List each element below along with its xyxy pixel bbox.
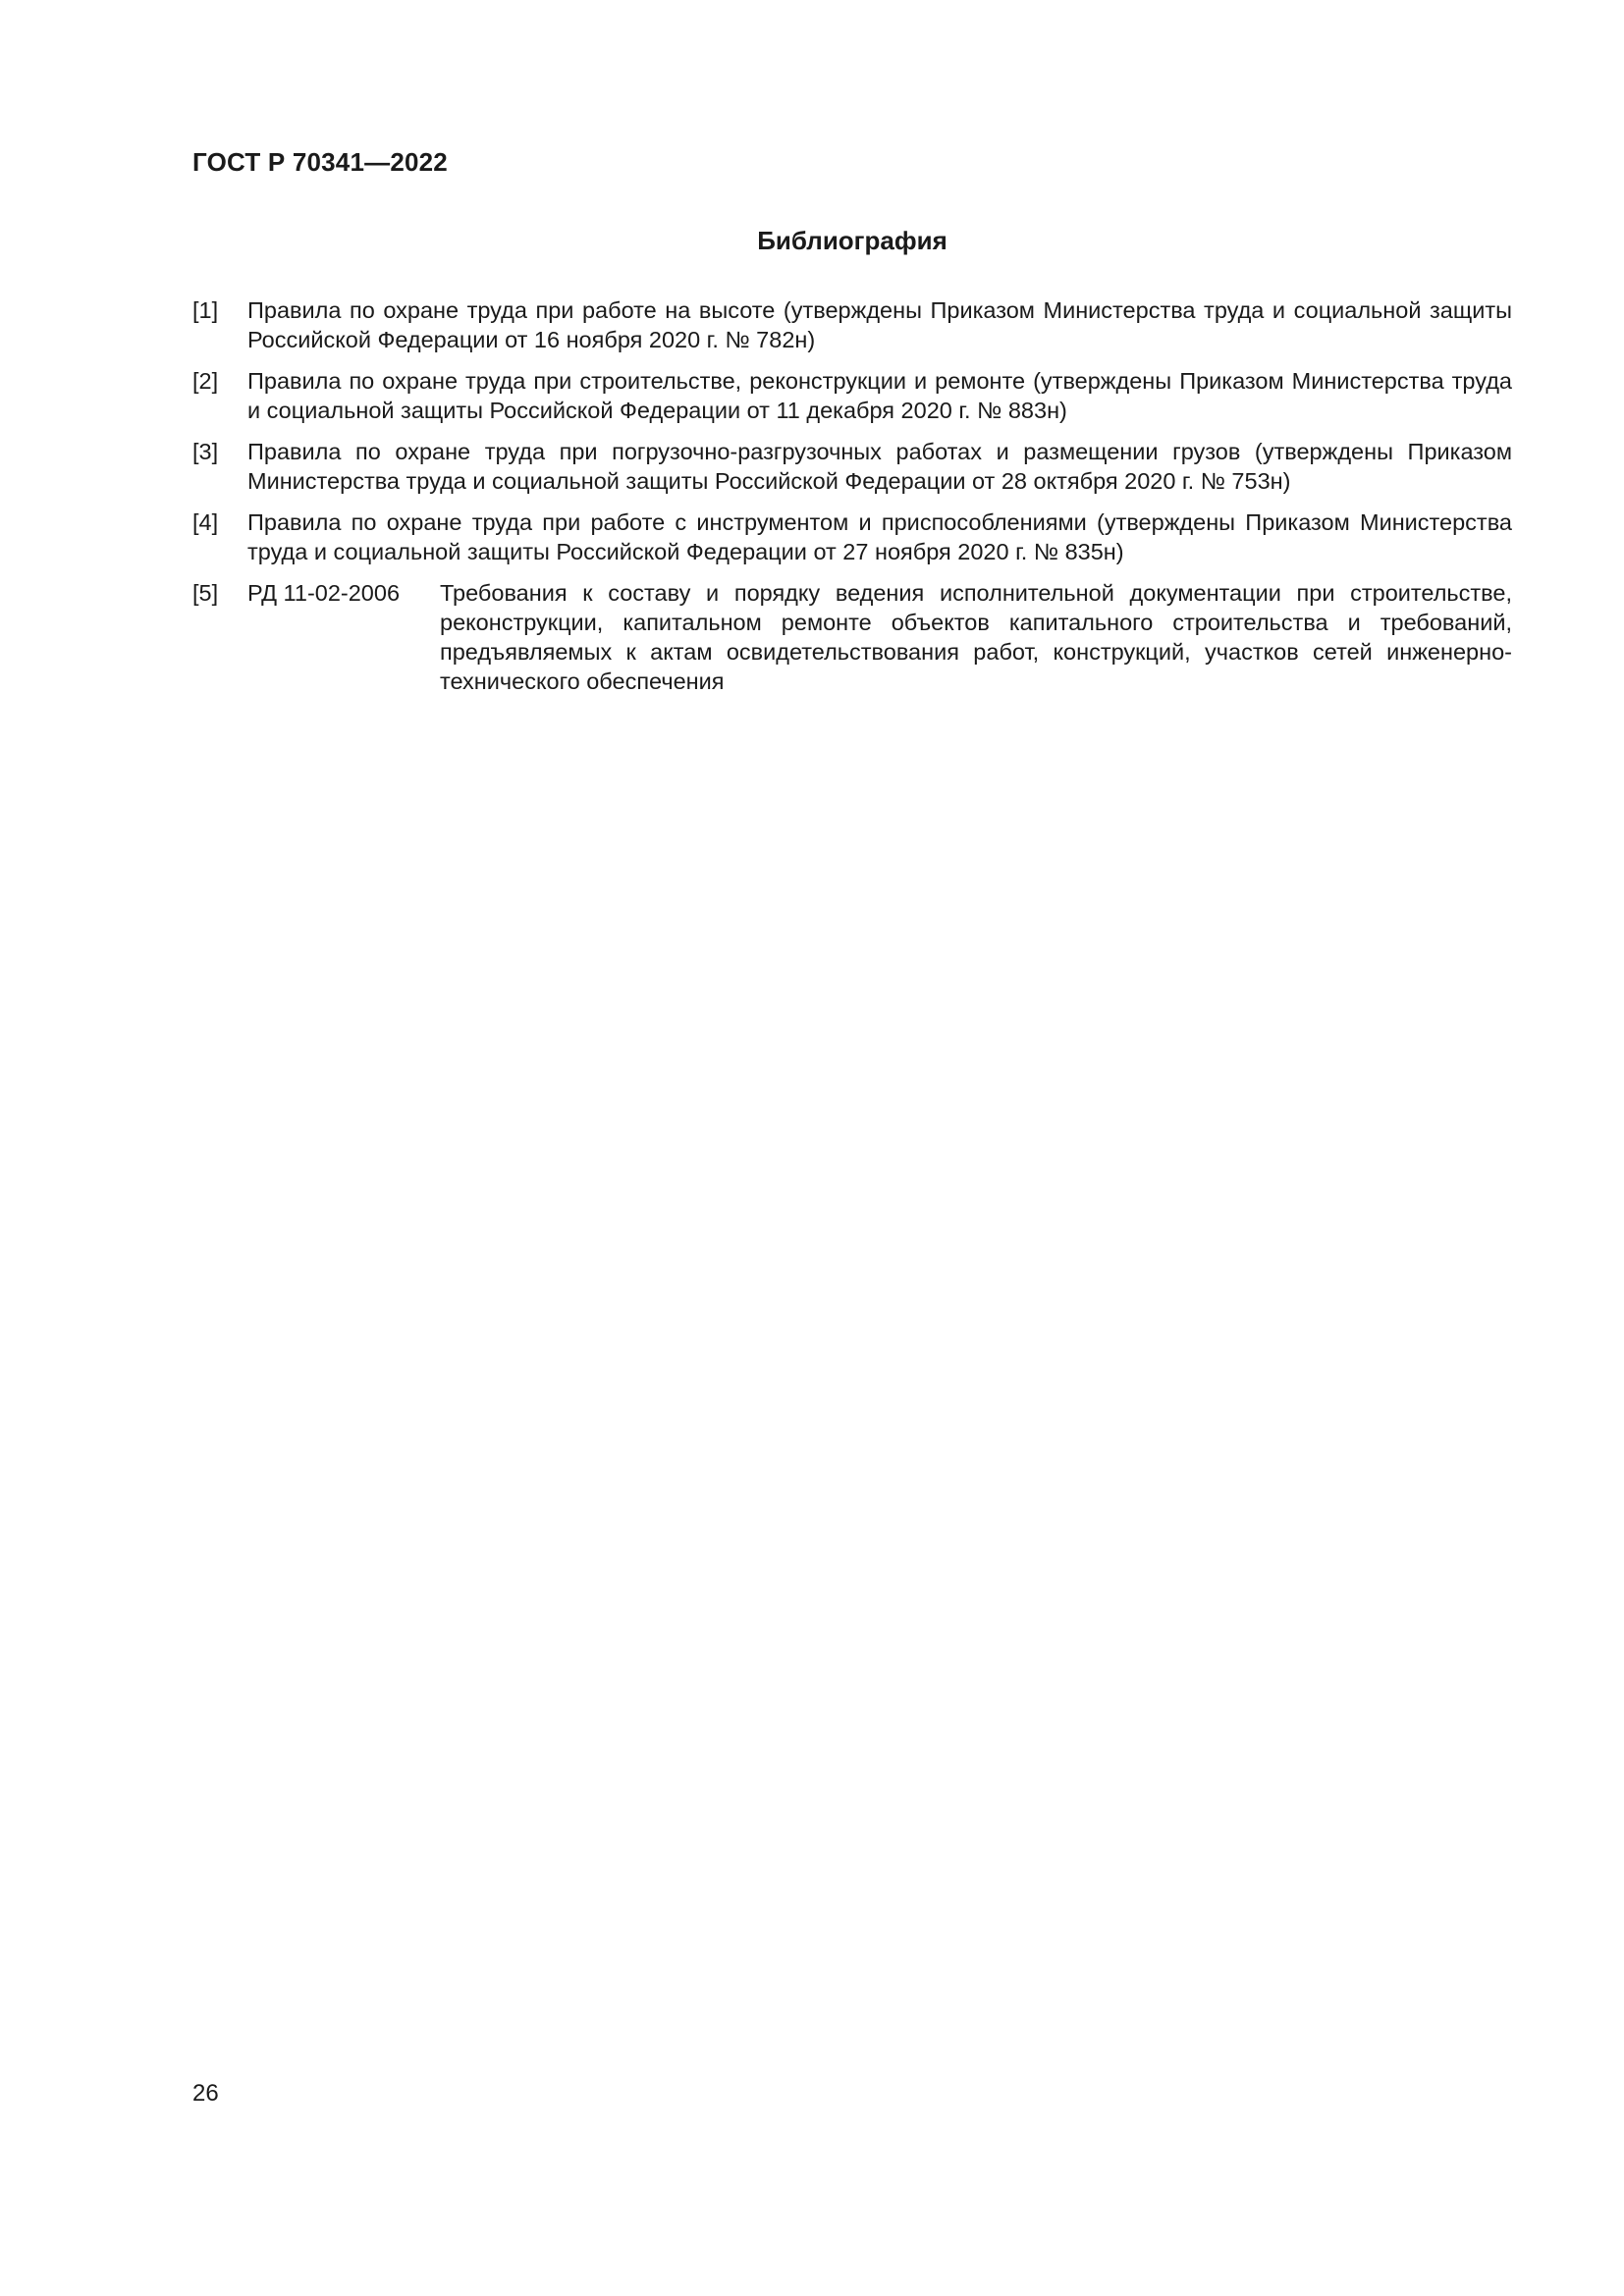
bibliography-text: Требования к составу и порядку ведения исполнительной документации при строительстве, реконструкции, капитальном ремонте объектов капитального строительства и требований, предъявляемых к актам освидетельствования работ, конструкций, участков сетей инженерно-технического обеспечения: [440, 580, 1512, 694]
bibliography-number: [2]: [192, 368, 219, 394]
page-number: 26: [192, 2080, 219, 2107]
bibliography-entry: [192, 578, 1512, 696]
bibliography-text: Правила по охране труда при погрузочно-разгрузочных работах и размещении грузов (утверждены Приказом Министерства труда и социальной защиты Российской Федерации от 28 октября 2020 г. № 753н): [247, 439, 1512, 494]
bibliography-number: [4]: [192, 509, 219, 535]
bibliography-text: Правила по охране труда при работе с инструментом и приспособлениями (утверждены Приказом Министерства труда и социальной защиты Российской Федерации от 27 ноября 2020 г. № 835н): [247, 509, 1512, 564]
bibliography-entry: [192, 295, 1512, 354]
bibliography-entry: [192, 507, 1512, 566]
bibliography-doc-code: РД 11-02-2006: [247, 580, 401, 606]
bibliography-entry: [192, 437, 1512, 496]
bibliography-text: Правила по охране труда при работе на высоте (утверждены Приказом Министерства труда и социальной защиты Российской Федерации от 16 ноября 2020 г. № 782н): [247, 297, 1512, 352]
bibliography-text: Правила по охране труда при строительстве, реконструкции и ремонте (утверждены Приказом Министерства труда и социальной защиты Российской Федерации от 11 декабря 2020 г. № 883н): [247, 368, 1512, 423]
bibliography-number: [5]: [192, 580, 219, 606]
document-code-header: ГОСТ Р 70341—2022: [192, 147, 448, 177]
bibliography-list: [192, 295, 1512, 708]
bibliography-entry: [192, 366, 1512, 425]
bibliography-number: [3]: [192, 439, 219, 464]
section-title: Библиография: [757, 226, 947, 255]
bibliography-number: [1]: [192, 297, 219, 323]
